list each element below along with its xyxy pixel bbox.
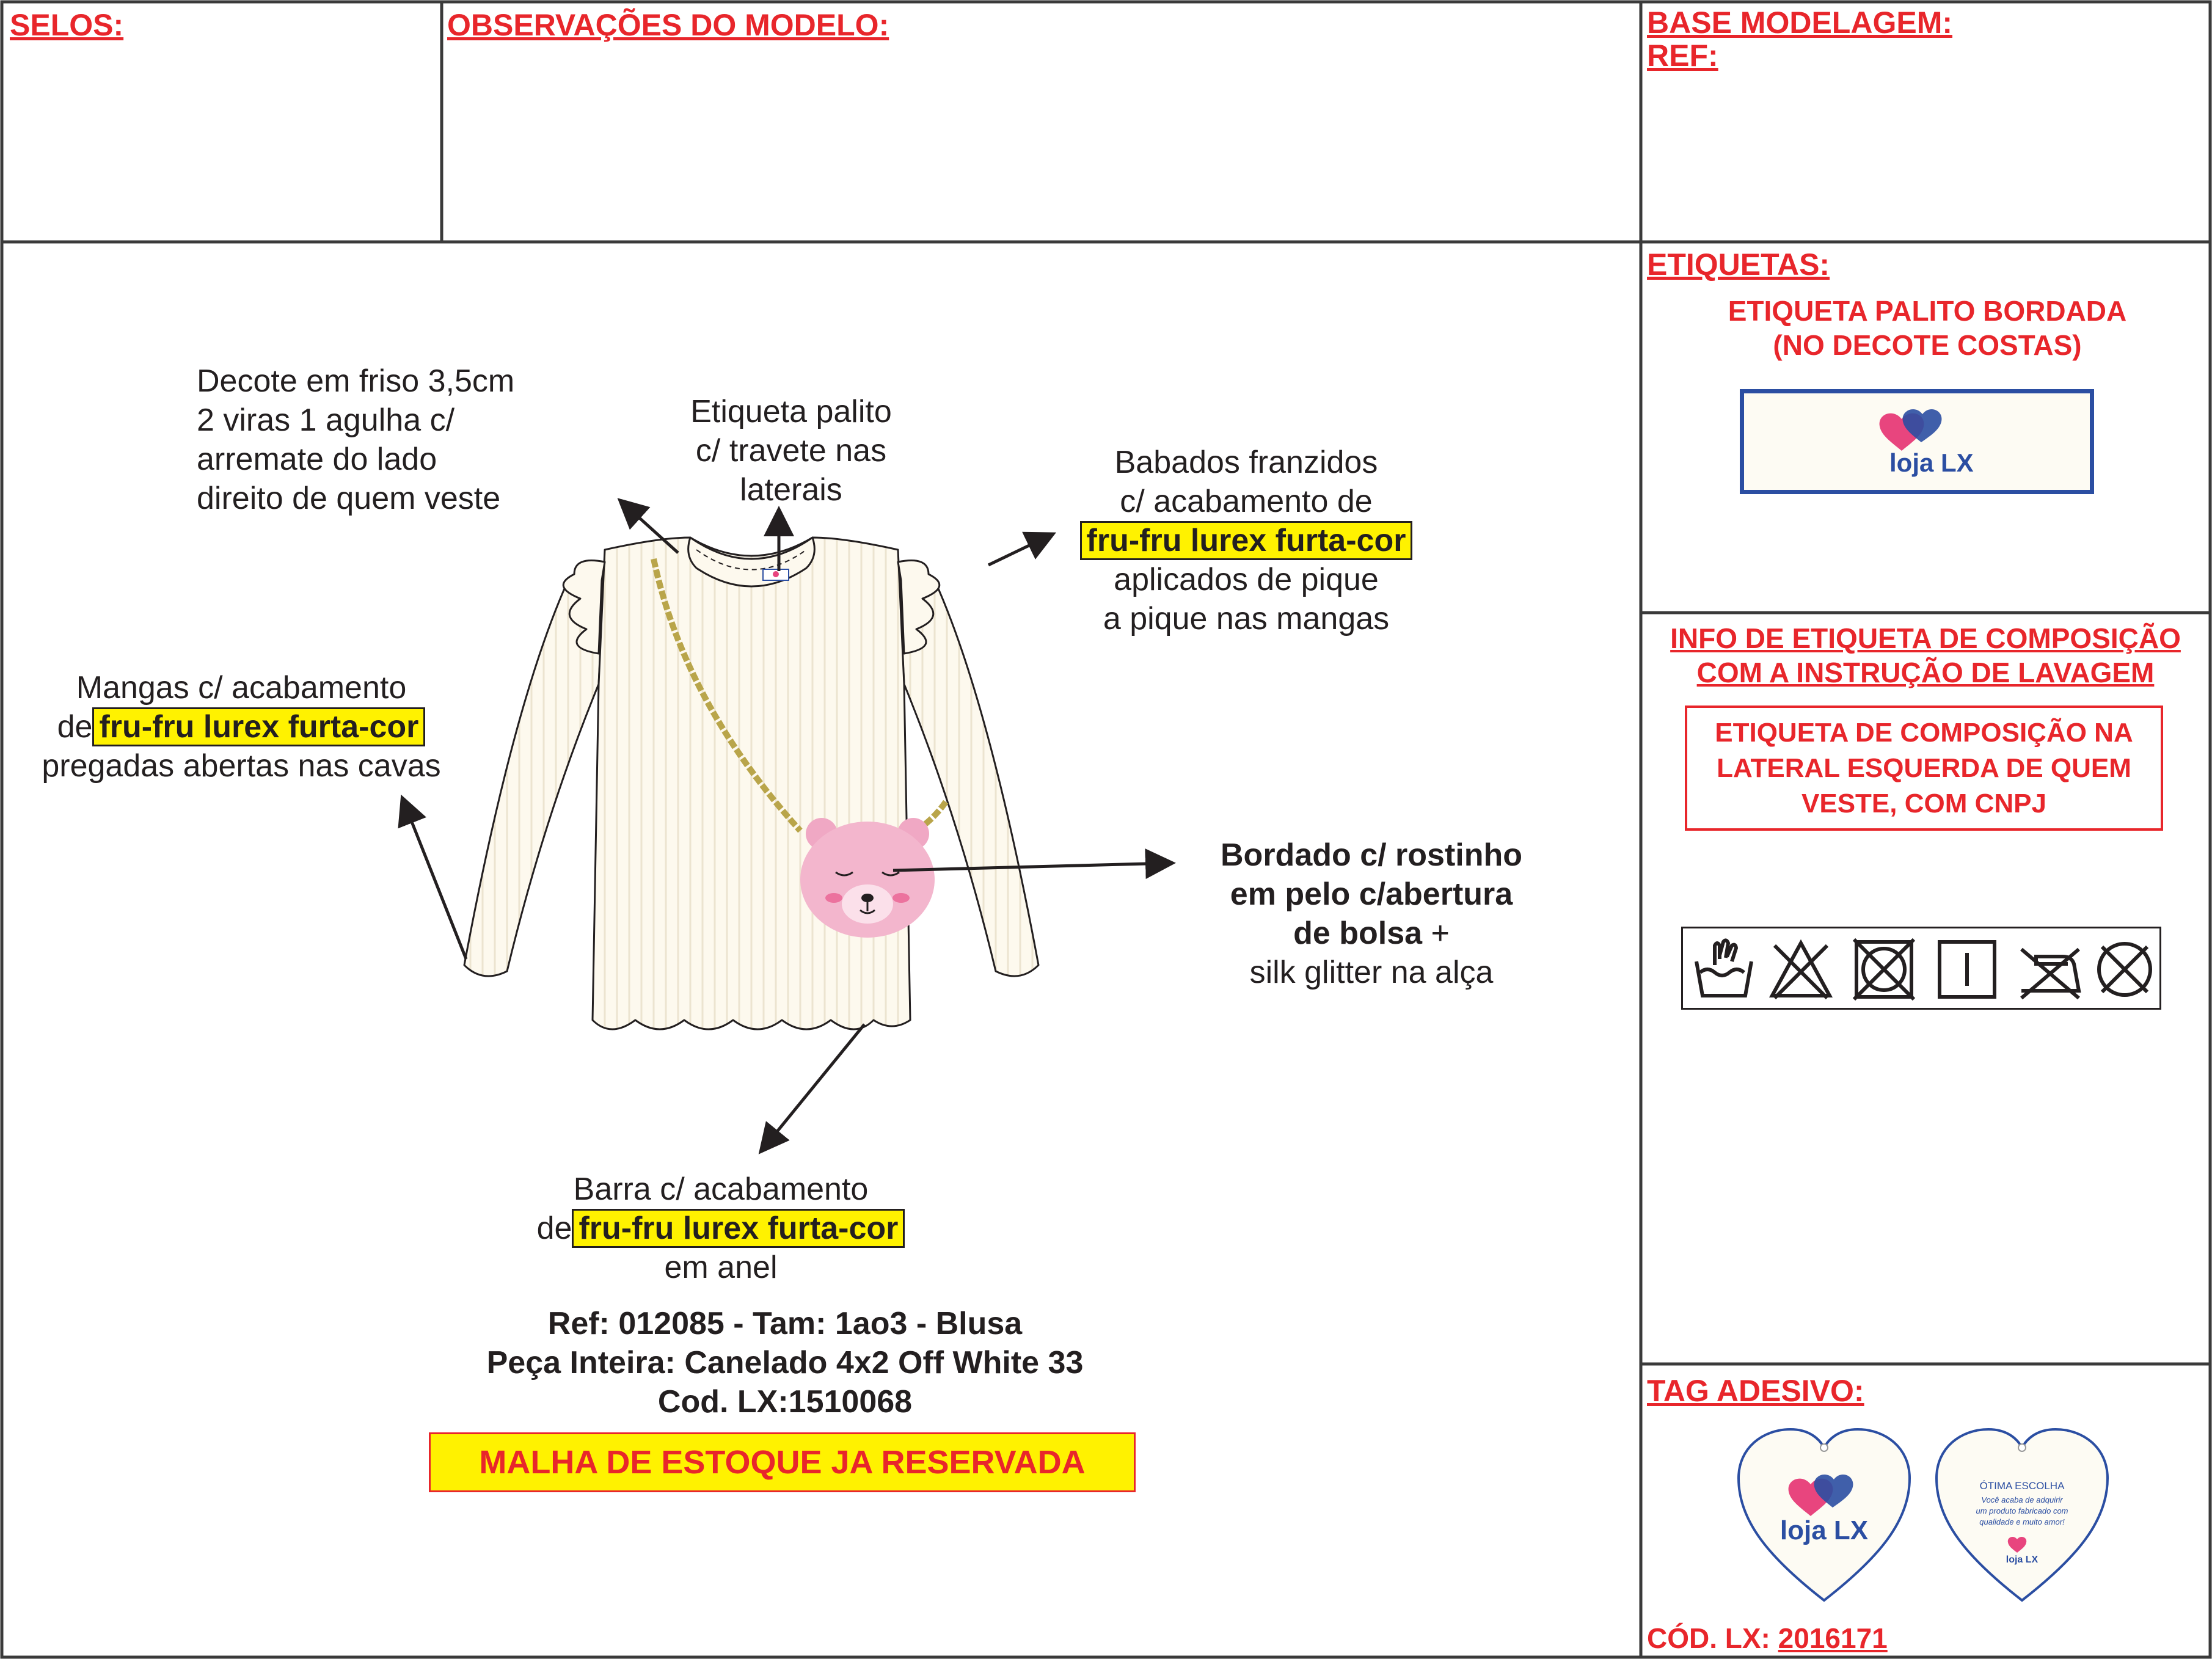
line-dry-icon (1935, 937, 1999, 1002)
note-etiqueta-palito (654, 392, 929, 509)
note-bordado-plus: + (1431, 916, 1450, 951)
cod-lx (1647, 1622, 1888, 1655)
composicao-box (1685, 706, 2163, 831)
highlight-fru-fru: fru-fru lurex furta-cor (92, 707, 425, 746)
note-etiqueta-line: Etiqueta palito (690, 394, 892, 429)
heart-tag-back (1930, 1423, 2114, 1606)
note-bordado-line: silk glitter na alça (1249, 955, 1494, 990)
composicao-title1: INFO DE ETIQUETA DE COMPOSIÇÃO (1670, 622, 2181, 654)
hand-wash-icon (1692, 937, 1756, 1002)
tag-back-logo-text: loja LX (2006, 1555, 2039, 1565)
tag-adesivo-label: TAG ADESIVO: (1647, 1374, 1864, 1408)
composicao-box-line3: VESTE, COM CNPJ (1801, 789, 2046, 819)
cod-lx-label: CÓD. LX: (1647, 1622, 1778, 1654)
product-ref-line: Ref: 012085 - Tam: 1ao3 - Blusa (547, 1306, 1023, 1341)
note-mangas (6, 668, 476, 786)
note-barra-line: Barra c/ acabamento (573, 1172, 869, 1207)
tag-back-title: ÓTIMA ESCOLHA (1979, 1480, 2065, 1492)
note-mangas-line: Mangas c/ acabamento (76, 670, 407, 706)
product-cod-line: Cod. LX:1510068 (657, 1384, 913, 1420)
composicao-title2: COM A INSTRUÇÃO DE LAVAGEM (1696, 657, 2155, 688)
tag-back-text1: Você acaba de adquirir (1981, 1495, 2063, 1504)
note-mangas-line: pregadas abertas nas cavas (42, 748, 441, 784)
note-decote-line: Decote em friso 3,5cm (197, 363, 515, 399)
note-decote (197, 362, 514, 518)
care-symbols (1681, 927, 2161, 1010)
observacoes-label: OBSERVAÇÕES DO MODELO: (447, 8, 889, 42)
etiqueta-line2: (NO DECOTE COSTAS) (1773, 329, 2082, 361)
brand-logo-text: loja LX (1889, 448, 1974, 477)
brand-logo (1744, 393, 2090, 490)
tag-front-logo-text: loja LX (1779, 1515, 1869, 1545)
no-iron-icon (2018, 937, 2082, 1002)
note-babados (1063, 443, 1429, 638)
note-barra-line: em anel (664, 1250, 778, 1285)
note-barra (507, 1170, 935, 1287)
highlight-fru-fru: fru-fru lurex furta-cor (572, 1209, 905, 1248)
product-reference (379, 1304, 1191, 1421)
embroidered-label (1740, 389, 2094, 494)
composicao-box-line1: ETIQUETA DE COMPOSIÇÃO NA (1715, 718, 2133, 748)
note-etiqueta-line: laterais (740, 472, 842, 508)
tag-back-text2: um produto fabricado com (1976, 1506, 2068, 1515)
note-barra-line: de (536, 1211, 572, 1246)
tag-back-text3: qualidade e muito amor! (1979, 1517, 2065, 1526)
note-mangas-line: de (57, 709, 93, 745)
selos-label: SELOS: (10, 8, 124, 42)
composicao-box-line2: LATERAL ESQUERDA DE QUEM (1717, 753, 2131, 783)
heart-tag-front (1732, 1423, 1916, 1606)
base-modelagem-label: BASE MODELAGEM: (1647, 5, 1952, 40)
note-babados-line: Babados franzidos (1114, 445, 1378, 480)
product-peca-line: Peça Inteira: Canelado 4x2 Off White 33 (486, 1345, 1084, 1380)
ref-label: REF: (1647, 38, 1718, 73)
note-bordado (1158, 836, 1585, 992)
highlight-fru-fru: fru-fru lurex furta-cor (1080, 521, 1413, 560)
note-decote-line: arremate do lado (197, 442, 437, 477)
note-bordado-line: de bolsa (1293, 916, 1423, 951)
no-bleach-icon (1769, 937, 1833, 1002)
etiqueta-line1: ETIQUETA PALITO BORDADA (1728, 295, 2127, 327)
reserved-banner: MALHA DE ESTOQUE JA RESERVADA (429, 1432, 1136, 1492)
etiquetas-label: ETIQUETAS: (1647, 247, 1830, 282)
note-decote-line: direito de quem veste (197, 481, 501, 516)
note-bordado-line: Bordado c/ rostinho (1221, 837, 1522, 873)
note-babados-line: aplicados de pique (1114, 562, 1379, 597)
note-etiqueta-line: c/ travete nas (695, 433, 887, 469)
note-babados-line: a pique nas mangas (1103, 601, 1390, 636)
cod-lx-value: 2016171 (1778, 1622, 1888, 1654)
note-decote-line: 2 viras 1 agulha c/ (197, 403, 455, 438)
note-bordado-line: em pelo c/abertura (1230, 877, 1513, 912)
no-tumble-dry-icon (1852, 937, 1916, 1002)
no-dry-clean-icon (2092, 937, 2157, 1002)
note-babados-line: c/ acabamento de (1120, 484, 1373, 519)
